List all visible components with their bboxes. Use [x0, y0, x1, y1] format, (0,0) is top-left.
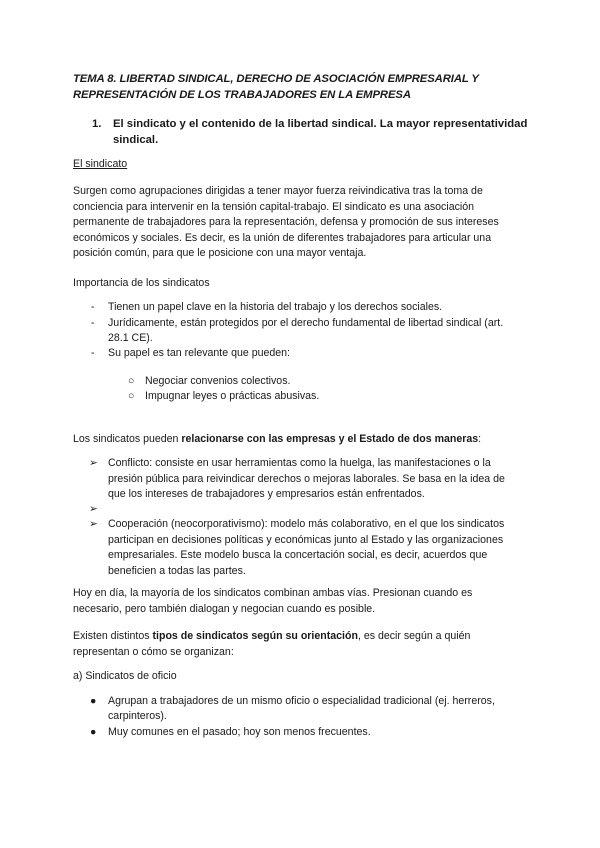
dash-bullet: -: [91, 347, 95, 359]
tipos-pre: Existen distintos: [73, 630, 153, 642]
dash-bullet: -: [91, 301, 95, 313]
tipos-paragraph: [73, 629, 533, 660]
disc-bullet: ●: [90, 726, 97, 738]
tipos-line-1: [73, 629, 533, 645]
relacion-paragraph: [73, 432, 533, 448]
oficio-item: Agrupan a trabajadores de un mismo oficio o especialidad tradicional (ej. herreros,: [108, 695, 495, 707]
importancia-item: Su papel es tan relevante que pueden:: [108, 347, 291, 359]
arrow-bullet-icon: ➢: [89, 518, 98, 530]
document-title: [73, 71, 543, 103]
tipos-line-2: representan o cómo se organizan:: [73, 645, 234, 658]
sub-item: Negociar convenios colectivos.: [145, 375, 291, 387]
tipos-bold: tipos de sindicatos según su orientación: [152, 630, 358, 642]
relacion-bold: relacionarse con las empresas y el Estado de dos maneras: [181, 433, 479, 445]
section-1-heading: [92, 116, 532, 148]
dash-bullet: -: [91, 317, 95, 329]
sub-item: Impugnar leyes o prácticas abusivas.: [145, 390, 320, 402]
intro-paragraph: [73, 184, 533, 262]
importancia-item: Jurídicamente, están protegidos por el derecho fundamental de libertad sindical (art.: [108, 317, 504, 329]
cooperacion-line: empresariales. Este modelo busca la concertación social, es decir, acuerdos que: [108, 549, 488, 562]
importancia-item-continued: 28.1 CE).: [108, 332, 153, 344]
cooperacion-line: Cooperación (neocorporativismo): modelo más colaborativo, en el que los sindicatos: [108, 518, 505, 530]
paragraph-line: Surgen como agrupaciones dirigidas a tener mayor fuerza reivindicativa tras la toma de: [73, 185, 483, 197]
conflicto-line: Conflicto: consiste en usar herramientas como la huelga, las manifestaciones o la: [108, 457, 491, 469]
paragraph-line: conciencia para intervenir en la tensión capital-trabajo. El sindicato es una asociación: [73, 200, 475, 213]
oficio-item-continued: carpinteros).: [108, 710, 167, 722]
section-heading-line-1: El sindicato y el contenido de la libertad sindical. La mayor representatividad: [113, 118, 528, 130]
paragraph-line: necesario, pero también dialogan y negocian cuando es posible.: [73, 602, 376, 615]
circle-bullet: ○: [128, 390, 135, 402]
title-line-1: TEMA 8. LIBERTAD SINDICAL, DERECHO DE ASOCIACIÓN EMPRESARIAL Y: [73, 73, 479, 85]
conflicto-line: presión pública para reivindicar derechos o mejoras laborales. Se basa en la idea de: [108, 472, 505, 485]
importancia-heading: Importancia de los sindicatos: [73, 277, 210, 289]
disc-bullet: ●: [90, 695, 97, 707]
paragraph-line: permanente de trabajadores para la representación, defensa y promoción de sus intereses: [73, 216, 499, 229]
section-heading-line-2: sindical.: [113, 134, 159, 146]
cooperacion-line: beneficien a todas las partes.: [108, 564, 246, 577]
circle-bullet: ○: [128, 375, 135, 387]
conflicto-line: que los intereses de trabajadores y empresarios están enfrentados.: [108, 488, 425, 501]
relacion-post: :: [478, 433, 482, 445]
hoy-paragraph: [73, 586, 533, 617]
section-number: 1.: [92, 118, 102, 130]
title-line-2: REPRESENTACIÓN DE LOS TRABAJADORES EN LA EMPRESA: [73, 89, 411, 101]
paragraph-line: posición común, para que le posicione con una mayor ventaja.: [73, 247, 367, 260]
oficio-heading: a) Sindicatos de oficio: [73, 670, 177, 682]
paragraph-line: económicos y sociales. Es decir, es la unión de diferentes trabajadores para articular una: [73, 231, 492, 244]
importancia-item: Tienen un papel clave en la historia del trabajo y los derechos sociales.: [108, 301, 443, 313]
tipos-post: , es decir según a quién: [357, 630, 471, 642]
manera-conflicto: [108, 456, 538, 503]
cooperacion-line: participan en decisiones políticas y económicas junto al Estado y las organizaciones: [108, 533, 504, 546]
relacion-pre: Los sindicatos pueden: [73, 433, 182, 445]
oficio-item: Muy comunes en el pasado; hoy son menos frecuentes.: [108, 726, 371, 738]
arrow-bullet-icon: ➢: [89, 503, 98, 515]
arrow-bullet-icon: ➢: [89, 457, 98, 469]
subheading-el-sindicato: El sindicato: [73, 158, 128, 170]
manera-cooperacion: [108, 517, 538, 579]
paragraph-line: Hoy en día, la mayoría de los sindicatos combinan ambas vías. Presionan cuando es: [73, 587, 473, 599]
